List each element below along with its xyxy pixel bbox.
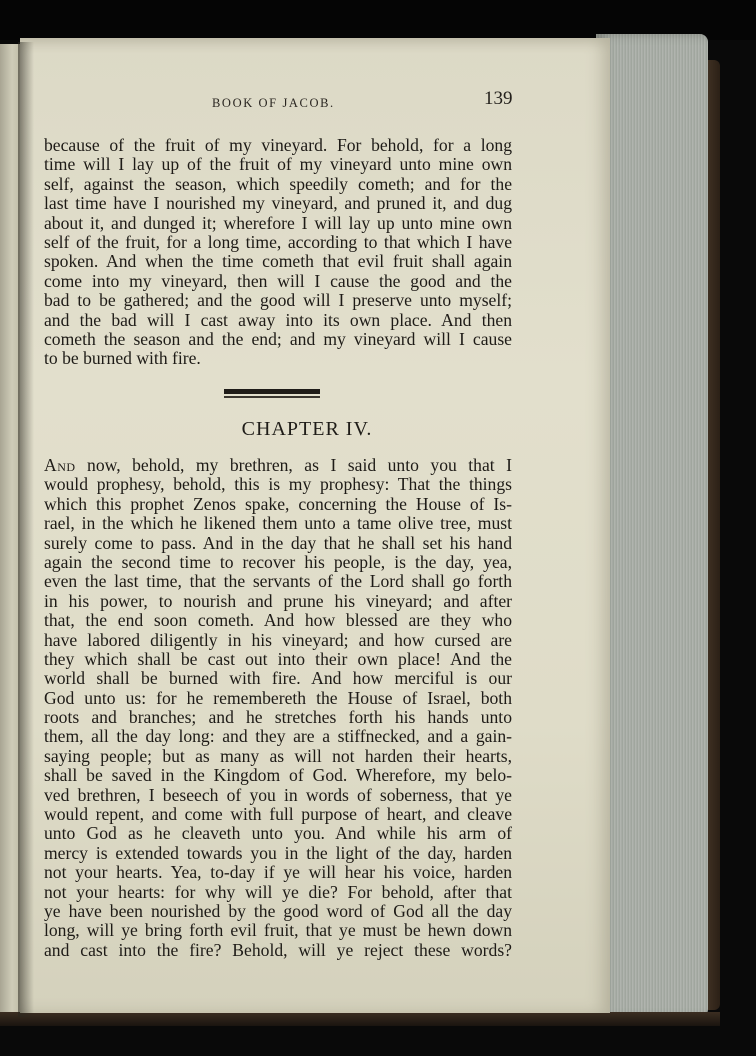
text-line-first <box>44 456 512 475</box>
text-line: cometh the season and the end; and my vineyard will I cause <box>44 329 512 349</box>
text-line: bad to be gathered; and the good will I preserve unto myself; <box>44 291 512 311</box>
text-line: they which shall be cast out into their own place! And the <box>44 649 512 669</box>
text-line: last time have I nourished my vineyard, and pruned it, and dug <box>44 194 512 214</box>
text-line: not your hearts. Yea, to-day if ye will hear his voice, harden <box>44 863 512 883</box>
text-line: in his power, to nourish and prune his vineyard; and after <box>44 591 512 611</box>
top-paragraph <box>44 136 512 369</box>
book-binding-bottom <box>0 1012 720 1026</box>
text-line: and cast into the fire? Behold, will ye reject these words? <box>44 940 512 960</box>
text-line: mercy is extended towards you in the light of the day, harden <box>44 843 512 863</box>
first-line-text: now, behold, my brethren, as I said unto you that I <box>75 456 512 475</box>
running-head: BOOK OF JACOB. <box>212 96 335 110</box>
chapter-heading: CHAPTER IV. <box>241 418 373 440</box>
text-line: surely come to pass. And in the day that he shall set his hand <box>44 533 512 553</box>
text-line: them, all the day long: and they are a stiffnecked, and a gain- <box>44 727 512 747</box>
text-line: and the bad will I cast away into its own place. And then <box>44 310 512 330</box>
text-line: come into my vineyard, then will I cause the good and the <box>44 271 512 291</box>
text-line: would repent, and come with full purpose of heart, and cleave <box>44 805 512 825</box>
text-line: because of the fruit of my vineyard. For behold, for a long <box>44 136 512 155</box>
text-line: shall be saved in the Kingdom of God. Wherefore, my belo- <box>44 766 512 786</box>
text-line: roots and branches; and he stretches forth his hands unto <box>44 708 512 728</box>
chapter-paragraph <box>44 456 512 960</box>
text-line: saying people; but as many as will not harden their hearts, <box>44 746 512 766</box>
text-line: self, against the season, which speedily cometh; and for the <box>44 174 512 194</box>
text-line: again the second time to recover his people, is the day, yea, <box>44 552 512 572</box>
text-line: God unto us: for he remembereth the House of Israel, both <box>44 688 512 708</box>
text-line: ved brethren, I beseech of you in words of soberness, that ye <box>44 785 512 805</box>
text-line: world shall be burned with fire. And how merciful is our <box>44 669 512 689</box>
text-line: rael, in the which he likened them unto a tame olive tree, must <box>44 514 512 534</box>
opening-word: And <box>44 456 76 475</box>
text-line: spoken. And when the time cometh that evil fruit shall again <box>44 252 512 272</box>
divider-thick-bar <box>224 389 320 394</box>
text-line: which this prophet Zenos spake, concerning the House of Is- <box>44 494 512 514</box>
text-line: ye have been nourished by the good word of God all the day <box>44 901 512 921</box>
page-gutter-shadow <box>18 42 34 1017</box>
text-line: self of the fruit, for a long time, according to that which I have <box>44 232 512 252</box>
divider-thin-bar <box>224 396 320 398</box>
text-line: would prophesy, behold, this is my prophesy: That the things <box>44 475 512 495</box>
chapter-divider-rule <box>224 389 320 398</box>
text-line: that, the end soon cometh. And how blessed are they who <box>44 611 512 631</box>
text-line: to be burned with fire. <box>44 349 201 369</box>
text-line: even the last time, that the servants of the Lord shall go forth <box>44 572 512 592</box>
text-line: not your hearts: for why will ye die? For behold, after that <box>44 882 512 902</box>
text-line: long, will ye bring forth evil fruit, that ye must be hewn down <box>44 921 512 941</box>
text-line: time will I lay up of the fruit of my vineyard unto mine own <box>44 155 512 175</box>
text-line: have labored diligently in his vineyard; and how cursed are <box>44 630 512 650</box>
text-line: unto God as he cleaveth unto you. And while his arm of <box>44 824 512 844</box>
text-line: about it, and dunged it; wherefore I will lay up unto mine own <box>44 213 512 233</box>
page-number: 139 <box>484 88 513 109</box>
page-block-edges <box>596 34 708 1019</box>
